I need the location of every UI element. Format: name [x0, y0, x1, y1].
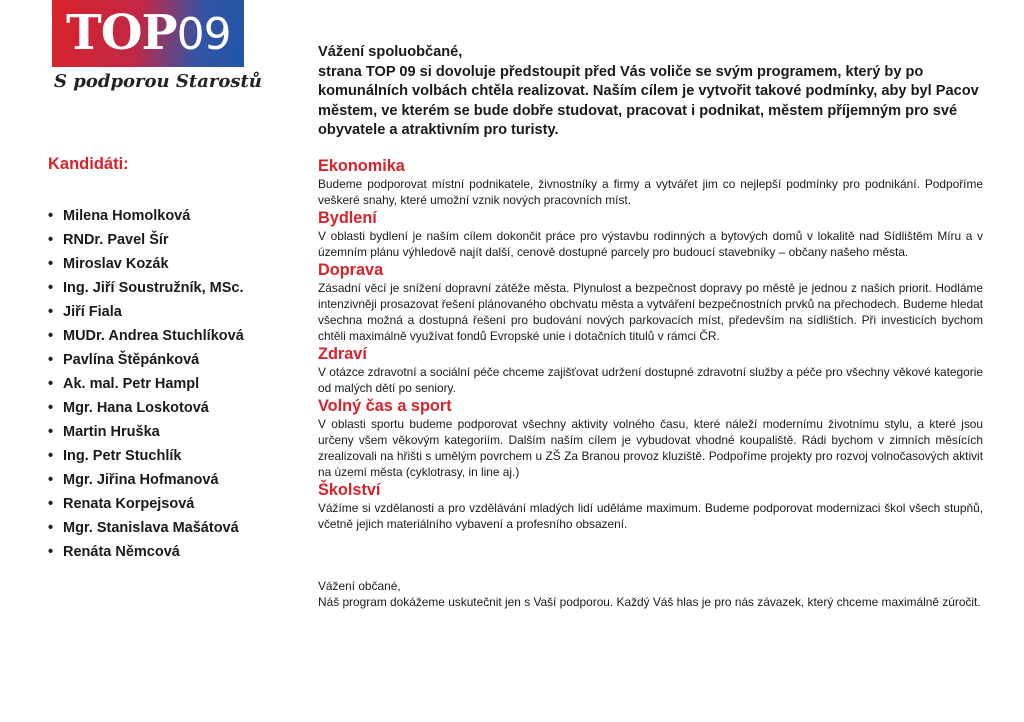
section-text: Zásadní věcí je snížení dopravní zátěže města. Plynulost a bezpečnost dopravy po městě je jednou z našich priorit. Hodláme intenzivněji prosazovat řešení plánovaného obchvatu města a vytváření bezpečnostních prvků na přechodech. Budeme hledat všechna možná a dostupná řešení pro budování nových parkovacích míst, především na sídlištích. Při investicích bychom chtěli maximálně využívat fondů Evropské unie i dotačních titulů v rámci ČR.	[318, 281, 983, 343]
candidate-item: • MUDr. Andrea Stuchlíková	[48, 328, 244, 344]
candidate-item: • Mgr. Hana Loskotová	[48, 400, 209, 416]
logo-number: 09	[176, 9, 231, 60]
closing-text: Náš program dokážeme uskutečnit jen s Vaší podporou. Každý Váš hlas je pro nás závazek, který chceme maximálně zúročit.	[318, 595, 981, 609]
candidate-item: • Mgr. Stanislava Mašátová	[48, 520, 239, 536]
candidate-item: • Jiří Fiala	[48, 304, 122, 320]
section-ekonomika	[318, 156, 983, 208]
section-title: Volný čas a sport	[318, 397, 452, 415]
candidate-item: • Martin Hruška	[48, 424, 160, 440]
section-text: V otázce zdravotní a sociální péče chceme zajišťovat udržení dostupné zdravotní služby a péče pro všechny věkové kategorie od malých dětí po seniory.	[318, 365, 983, 395]
section-skolstvi	[318, 480, 983, 532]
intro-greeting: Vážení spoluobčané,	[318, 44, 463, 60]
section-bydleni	[318, 208, 983, 260]
logo-top: TOP	[66, 5, 177, 61]
section-volny-cas	[318, 396, 983, 480]
closing-greeting: Vážení občané,	[318, 579, 401, 593]
candidate-item: • Ing. Petr Stuchlík	[48, 448, 182, 464]
candidate-item: • Renata Korpejsová	[48, 496, 195, 512]
candidate-item: • RNDr. Pavel Šír	[48, 232, 169, 248]
party-logo	[52, 0, 244, 67]
section-title: Doprava	[318, 261, 384, 279]
section-text: V oblasti bydlení je naším cílem dokončit práce pro výstavbu rodinných a bytových domů v lokalitě nad Sídlištěm Míru a v územním plánu výhledově najít další, cenově dostupné parcely pro budoucí stavebníky – občany našeho města.	[318, 229, 983, 259]
program-sections	[318, 156, 983, 532]
candidate-item: • Miroslav Kozák	[48, 256, 169, 272]
section-text: Budeme podporovat místní podnikatele, živnostníky a firmy a vytvářet jim co nejlepší podmínky pro podnikání. Podpoříme veškeré snahy, které umožní vznik nových pracovních míst.	[318, 177, 983, 207]
section-text: V oblasti sportu budeme podporovat všechny aktivity volného času, které náleží modernímu životnímu stylu, a které jsou určeny všem věkovým kategoriím. Dalším naším cílem je vybudovat vhodné koupaliště. Rádi bychom v zimních měsících zrealizovali na hřišti s umělým povrchem u ZŠ Za Branou provoz kluziště. Podpoříme projekty pro rozvoj volnočasových aktivit na území města (cyklotrasy, in line aj.)	[318, 417, 983, 479]
section-title: Bydlení	[318, 209, 377, 227]
logo-wordmark	[66, 4, 231, 64]
section-title: Ekonomika	[318, 157, 405, 175]
candidate-item: • Renáta Němcová	[48, 544, 180, 560]
intro-paragraph	[318, 43, 998, 141]
intro-text: strana TOP 09 si dovoluje předstoupit před Vás voliče se svým programem, který by po komunálních volbách chtěla realizovat. Naším cílem je vytvořit takové podmínky, aby byl Pacov městem, ve kterém se bude dobře studovat, pracovat i podnikat, městem příjemným pro své obyvatele a atraktivním pro turisty.	[318, 63, 979, 138]
candidate-item: • Milena Homolková	[48, 208, 191, 224]
logo-tagline: S podporou Starostů	[54, 71, 262, 92]
section-title: Školství	[318, 481, 381, 499]
section-doprava	[318, 260, 983, 344]
candidates-heading: Kandidáti:	[48, 155, 129, 173]
section-title: Zdraví	[318, 345, 367, 363]
candidate-item: • Mgr. Jiřina Hofmanová	[48, 472, 219, 488]
section-text: Vážíme si vzdělanosti a pro vzdělávání mladých lidí uděláme maximum. Budeme podporovat modernizaci škol všech stupňů, včetně jejich materiálního vybavení a profesního obsazení.	[318, 501, 983, 531]
candidate-item: • Pavlína Štěpánková	[48, 352, 200, 368]
candidate-item: • Ak. mal. Petr Hampl	[48, 376, 200, 392]
candidate-item: • Ing. Jiří Soustružník, MSc.	[48, 280, 244, 296]
closing-paragraph	[318, 578, 983, 610]
candidate-list	[48, 204, 244, 564]
section-zdravi	[318, 344, 983, 396]
